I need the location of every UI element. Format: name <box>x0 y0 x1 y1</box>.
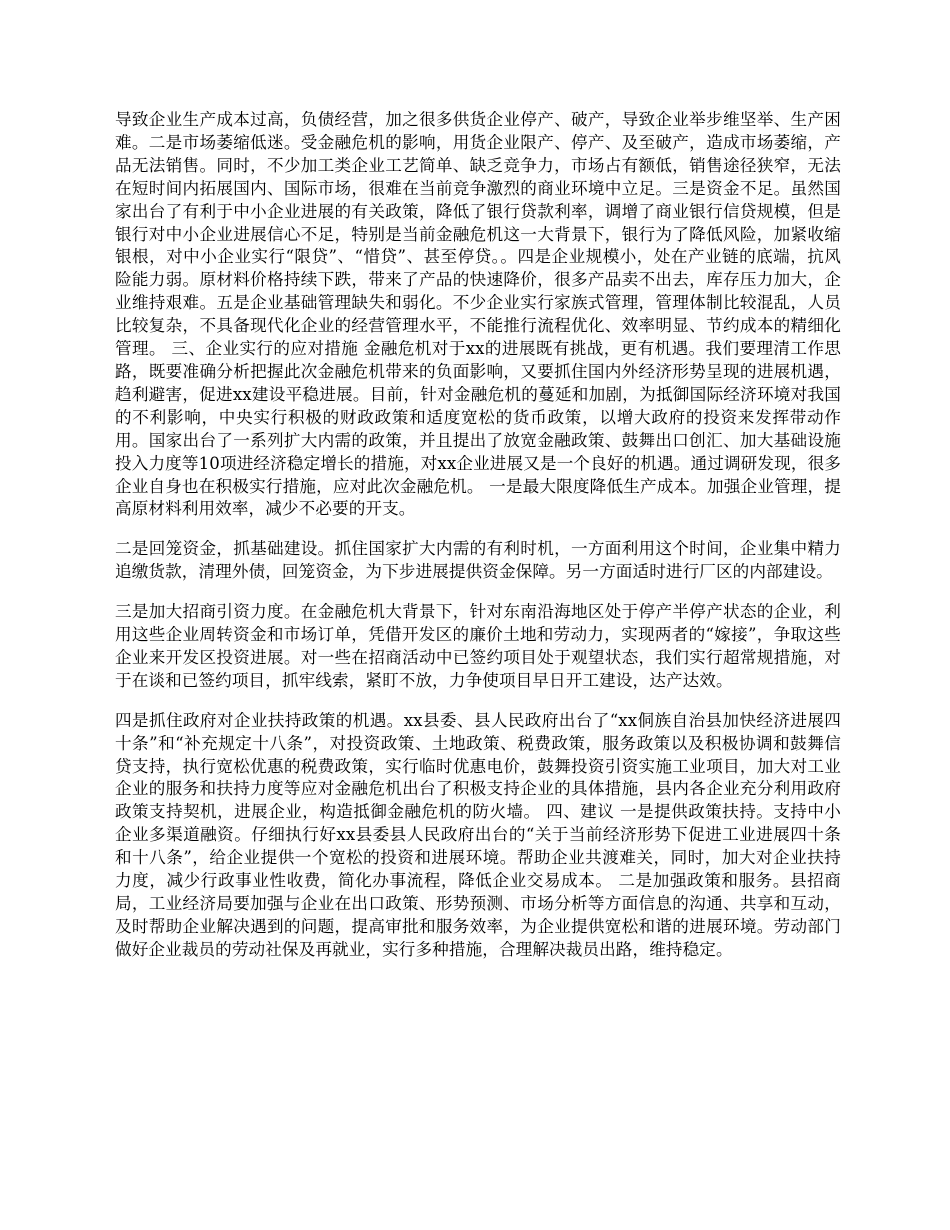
document-page <box>115 109 841 962</box>
paragraph-investment-promotion: 三是加大招商引资力度。在金融危机大背景下，针对东南沿海地区处于停产半停产状态的企业，利用这些企业周转资金和市场订单，凭借开发区的廉价土地和劳动力，实现两者的“嫁接”，争取这些企业来开发区投资进展。对一些在招商活动中已签约项目处于观望状态，我们实行超常规措施，对于在谈和已签约项目，抓牢线索，紧盯不放，力争使项目早日开工建设，达产达效。 <box>115 602 841 690</box>
paragraph-recover-funds: 二是回笼资金，抓基础建设。抓住国家扩大内需的有利时机，一方面利用这个时间，企业集中精力追缴货款，清理外债，回笼资金，为下步进展提供资金保障。另一方面适时进行厂区的内部建设。 <box>115 539 841 582</box>
paragraph-challenges-and-measures: 导致企业生产成本过高，负债经营，加之很多供货企业停产、破产，导致企业举步维坚举、生产困难。二是市场萎缩低迷。受金融危机的影响，用货企业限产、停产、及至破产，造成市场萎缩，产品无法销售。同时，不少加工类企业工艺简单、缺乏竞争力，市场占有额低，销售途径狭窄，无法在短时间内拓展国内、国际市场，很难在当前竞争激烈的商业环境中立足。三是资金不足。虽然国家出台了有利于中小企业进展的有关政策，降低了银行贷款利率，调增了商业银行信贷规模，但是银行对中小企业进展信心不足，特别是当前金融危机这一大背景下，银行为了降低风险，加紧收缩银根，对中小企业实行“限贷”、“惜贷”、甚至停贷。。四是企业规模小，处在产业链的底端，抗风险能力弱。原材料价格持续下跌，带来了产品的快速降价，很多产品卖不出去，库存压力加大，企业维持艰难。五是企业基础管理缺失和弱化。不少企业实行家族式管理，管理体制比较混乱，人员比较复杂，不具备现代化企业的经营管理水平，不能推行流程优化、效率明显、节约成本的精细化管理。 三、企业实行的应对措施 金融危机对于xx的进展既有挑战，更有机遇。我们要理清工作思路，既要准确分析把握此次金融危机带来的负面影响，又要抓住国内外经济形势呈现的进展机遇，趋利避害，促进xx建设平稳进展。目前，针对金融危机的蔓延和加剧，为抵御国际经济环境对我国的不利影响，中央实行积极的财政政策和适度宽松的货币政策，以增大政府的投资来发挥带动作用。国家出台了一系列扩大内需的政策，并且提出了放宽金融政策、鼓舞出口创汇、加大基础设施投入力度等10项进经济稳定增长的措施，对xx企业进展又是一个良好的机遇。通过调研发现，很多企业自身也在积极实行措施，应对此次金融危机。 一是最大限度降低生产成本。加强企业管理，提高原材料利用效率，减少不必要的开支。 <box>115 110 841 519</box>
paragraph-policy-and-suggestions: 四是抓住政府对企业扶持政策的机遇。xx县委、县人民政府出台了“xx侗族自治县加快经济进展四十条”和“补充规定十八条”，对投资政策、土地政策、税费政策，服务政策以及积极协调和鼓舞信贷支持，执行宽松优惠的税费政策，实行临时优惠电价，鼓舞投资引资实施工业项目，加大对工业企业的服务和扶持力度等应对金融危机出台了积极支持企业的具体措施，县内各企业充分利用政府政策支持契机，进展企业，构造抵御金融危机的防火墙。 四、建议 一是提供政策扶持。支持中小企业多渠道融资。仔细执行好xx县委县人民政府出台的“关于当前经济形势下促进工业进展四十条和十八条”，给企业提供一个宽松的投资和进展环境。帮助企业共渡难关，同时，加大对企业扶持力度，减少行政事业性收费，简化办事流程，降低企业交易成本。 二是加强政策和服务。县招商局，工业经济局要加强与企业在出口政策、形势预测、市场分析等方面信息的沟通、共享和互动，及时帮助企业解决遇到的问题，提高审批和服务效率，为企业提供宽松和谐的进展环境。劳动部门做好企业裁员的劳动社保及再就业，实行多种措施，合理解决裁员出路，维持稳定。 <box>115 710 841 959</box>
